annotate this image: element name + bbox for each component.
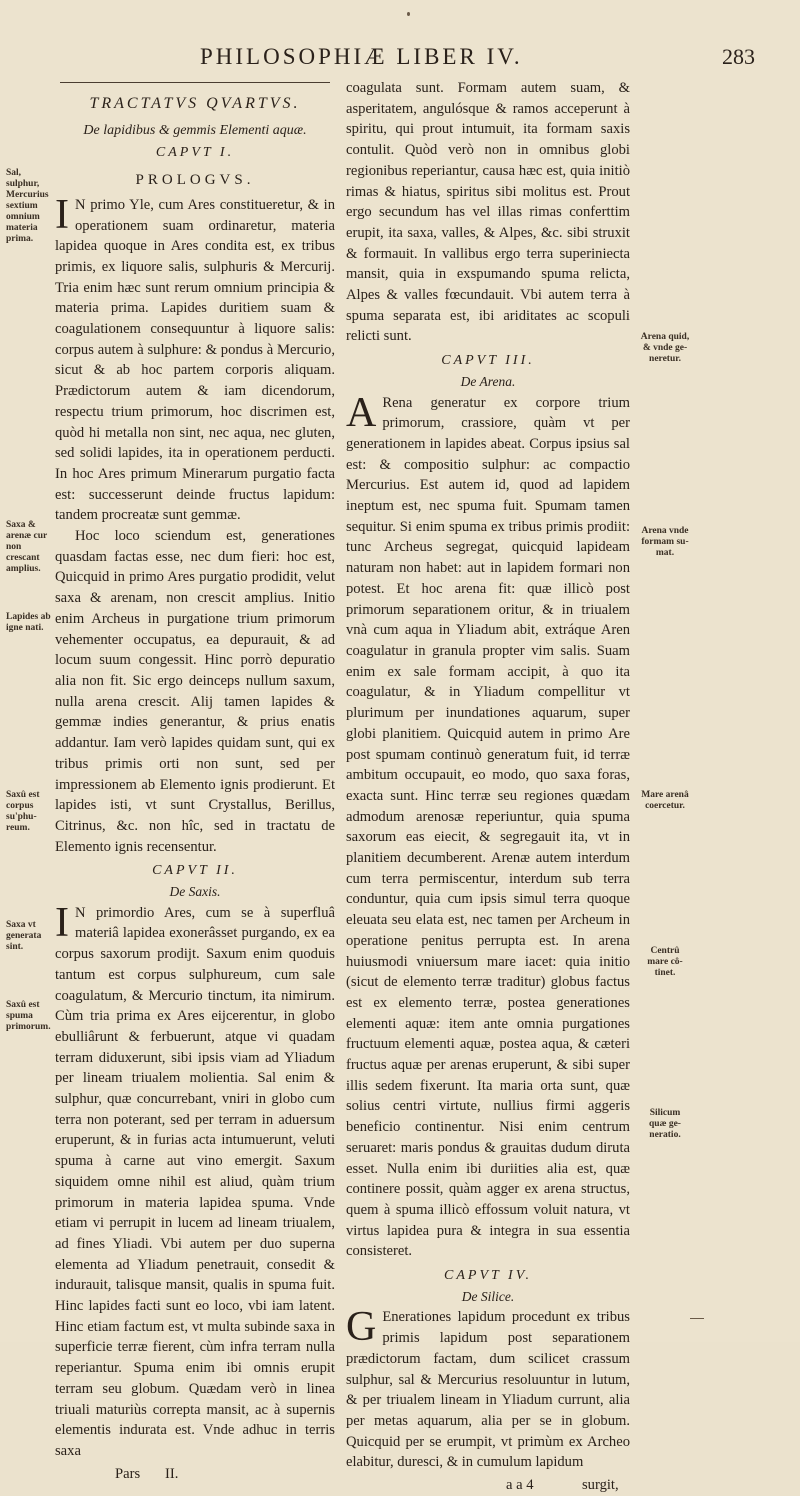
paragraph-text: Rena generatur ex corpore trium primorum, crassiore, quàm vt per generationem in lapides abeat. Corpus ipsius sal est: & compositio sulphur: ac compactio Mercurius. Est autem id, quod ad lapidem ineptum est, nec spuma fuit. Spumam tamen sequitur. Si enim spuma ex tribus primis prodiit: tunc Archeus segregat, quicquid lapideam naturam non habet: aut in lapidem formari non potest. Et hoc arena fit: quæ illicò post primorum separationem oritur, & in triualem vnà cum aqua in Yliadum abit, extráque Aren coagulatur in granula propter vim salis. Suam enim ex sale formam accipit, à quo ita coagulatur, & in Yliadum compellitur vt plurimum per inundationes aquarum, super globi planitiem. Quicquid autem in primo Are post spumam continuò generatum fuit, id terræ ambitum occupauit, eo modo, quo saxa foras, exacta sunt. Hinc terræ seu regiones quædam admodum arenosæ reperiuntur, quia spuma saxorum eas eiecit, & segregauit ita, vt in planitiem decumberent. Arenæ autem interdum cum terra permiscentur, interdum sub terra conduntur, quia cum ipsis simul terra quoque eleuata seu elata est, nec tamen per Archeum in operatione penitus perrupta est. In arena huiusmodi vniuersum mare iacet: quia initio (sicut de elemento terræ traditur) globus factus est ex elemento terræ, postea generationes elementi aquæ: item ante omnia purgationes fructuum elementi aquæ, postea aqua, & cæteri fructus aquæ per arenas eruperunt, & sibi super illis sedem fixerunt. Ita maria orta sunt, quæ solius centri virtute, nullius firmi aggeris beneficio continentur. Nisi enim centrum seruaret: maris pondus & grauitas dudum diruta esset. Nulla enim ibi duriities alia est, quæ continere possit, quàm agger ex arena structus, quem à spuma illicò effossum voluit natura, vt virtus lapidea pura & integra in sua essentia consisteret. bbox=[346, 394, 630, 1260]
paragraph-text: N primordio Ares, cum se à superfluâ materiâ lapidea exonerâsset purgando, ex ea corpus saxorum prodijt. Saxum enim quoduis tantum est corpus sulphureum, cum sale coagulatum, & Mercurio tinctum, ita nimirum. Cùm tria prima ex Ares eijcerentur, in globo ebulliârunt & ferbuerunt, atque vi quadam terram diduxerunt, sibi ipsis viam ad Yliadum per lineam triualem molientia. Sal enim & sulphur, quæ concurrebant, vniri in globo cum terra non poterant, sed per terram in aduersum eruperunt, & in furias acta intumuerunt, veluti spuma à carne aut vino emergit. Saxum siquidem omne nihil est aliud, quàm trium primorum in materia lapidea spuma. Vnde etiam vi perrupit in lucem ad lineam triualem, ad fines Yliadi. Vbi autem per duo superna elementa ad Yliadum penetrauit, consedit & indurauit, talisque mansit, qualis in spuma fuit. Hinc lapides facti sunt eo loco, vbi iam latent. Hinc etiam factum est, vt multa subinde saxa in superficie terræ fierent, cùm infra terram nulla reperiantur. Spuma enim ibi omnis erupit terram seu globum. Quædam verò in linea triuali maturiùs correpta mansit, ac à supernis elementis indurata est. Vnde adhuc in terris saxa bbox=[55, 904, 335, 1459]
margin-note: Saxû est corpus su'phureum. bbox=[6, 790, 40, 833]
pars-number: II. bbox=[165, 1465, 179, 1482]
paragraph-text: Enerationes lapidum procedunt ex tribus primis lapidum post separationem prædictorum factam, dum scilicet crassum sulphur, sal & Mercurius resoluuntur in lutum, & per triualem lineam in Yliadum currunt, alia per metas aquarum, alia per se in globum. Quicquid per se erumpit, vt primùm ex Archeo elabitur, duresci, & in cumulum lapidum bbox=[346, 1309, 630, 1471]
drop-cap: G bbox=[346, 1304, 377, 1351]
drop-cap: I bbox=[55, 191, 69, 238]
margin-note: Saxû est spuma primorum. bbox=[6, 1000, 51, 1032]
right-column bbox=[346, 78, 630, 1495]
margin-note: Saxa & arenæ cur non crescant amplius. bbox=[6, 520, 48, 574]
paragraph-prologus bbox=[55, 191, 335, 526]
paragraph-generationes: Hoc loco sciendum est, generationes quasdam factas esse, nec dum fieri: hoc est, Quicquid in primo Ares purgatio prodidit, velut saxa & arenam, non crescit amplius. Initio enim Archeus in purgatione trium primorum vehementer occupatus, ea depurauit, & ad locum suum congessit. Hinc porrò depuratio alia non fit. Sic ergo deinceps nullum saxum, nulla arena crescit. Alij tamen lapides & gemmæ indies generantur, & prius enatis addantur. Iam verò lapides quidam sunt, qui ex tribus primis orti non sunt, sed per impressionem ab Elemento ignis prodierunt. Et lapides isti, vt sunt Crystallus, Berillus, Citrinus, &c. non hîc, sed in tractatu de Elemento ignis recensentur. bbox=[55, 528, 335, 855]
tractatus-heading: TRACTATVS QVARTVS. bbox=[89, 95, 301, 112]
margin-note: Lapides ab igne nati. bbox=[6, 612, 51, 633]
margin-note: Arena quid, & vnde generetur. bbox=[640, 332, 690, 364]
margin-note: Mare arenâ coercetur. bbox=[641, 790, 689, 811]
chapter-4-subtitle: De Silice. bbox=[461, 1288, 515, 1304]
chapter-2-subtitle: De Saxis. bbox=[169, 884, 221, 900]
paper-mark bbox=[690, 1318, 704, 1319]
chapter-3-heading: CAPVT III. bbox=[441, 353, 535, 369]
margin-note: Saxa vt generata sint. bbox=[6, 920, 42, 952]
drop-cap: I bbox=[55, 899, 69, 946]
chapter-1-heading: CAPVT I. bbox=[155, 145, 235, 161]
chapter-4-heading: CAPVT IV. bbox=[444, 1268, 532, 1284]
signature-line bbox=[346, 1475, 630, 1495]
paragraph-de-saxis bbox=[55, 899, 335, 1462]
paragraph-de-arena bbox=[346, 389, 630, 1263]
header-rule bbox=[60, 82, 330, 83]
pars-label: Pars bbox=[115, 1465, 141, 1482]
signature-mark: a a 4 bbox=[506, 1477, 534, 1494]
margin-note: Centrû mare côtinet. bbox=[647, 946, 683, 978]
chapter-2-heading: CAPVT II. bbox=[152, 863, 238, 879]
paper-speck bbox=[407, 12, 410, 16]
prologus-heading: PROLOGVS. bbox=[135, 172, 255, 189]
tractatus-subtitle: De lapidibus & gemmis Elementi aquæ. bbox=[83, 122, 307, 138]
paragraph-saxa-continued: coagulata sunt. Formam autem suam, & asperitatem, angulósque & ramos acceperunt à spiritu, qui prout intumuit, ita formam saxis contulit. Quòd verò non in omnibus globi regionibus reperiantur, causa hæc est, quia initiò rimas & hiatus, spiritus sibi molitus est. Prout ergo secundum has vel illas rimas conferttim erupit, ita saxa, valles, & Alpes, &c. sibi struxit & formauit. In vallibus ergo terra superiniecta mansit, quia in exspumando spuma relicta, Alpes & valles fœcundauit. Vbi autem terra à spuma separata est, ibi ariditates ac scopuli relicti sunt. bbox=[346, 80, 630, 345]
page-number: 283 bbox=[722, 44, 755, 69]
catchword: surgit, bbox=[582, 1477, 619, 1494]
margin-note: Silicum quæ generatio. bbox=[649, 1108, 681, 1140]
signature-line bbox=[55, 1464, 335, 1484]
margin-note: Arena vnde formam sumat. bbox=[641, 526, 689, 558]
paragraph-de-silice bbox=[346, 1304, 630, 1473]
left-column bbox=[55, 90, 335, 1484]
chapter-3-subtitle: De Arena. bbox=[460, 373, 516, 389]
paragraph-text: N primo Yle, cum Ares constitueretur, & in operationem suam ordinaretur, materia lapidea quoque in Ares condita est, ex tribus primis, ex liquore salis, sulphuris & Mercurij. Tria enim hæc sunt rerum omnium principia & materia prima. Lapides duritiem suam & coagulationem consequuntur à liquore salis: corpus autem à sulphure: & pondus à Mercurio, sicut & ab hoc partem corporis aliquam. Prædictorum autem & iam dicendorum, respectu trium primorum, hoc discrimen est, quòd hi metalla non sint, nec aqua, nec gluten, sed solidi lapides, ita in operationem perducti. In hoc Ares primum Minerarum purgatio facta est: successerunt deinde fructus lapidum: tandem procreatæ sunt gemmæ. bbox=[55, 196, 335, 524]
running-title: PHILOSOPHIÆ LIBER IV. bbox=[200, 44, 523, 69]
drop-cap: A bbox=[346, 389, 377, 436]
page-header bbox=[0, 44, 800, 78]
margin-note: Sal, sulphur, Mercurius sextium omnium materia prima. bbox=[6, 168, 49, 244]
